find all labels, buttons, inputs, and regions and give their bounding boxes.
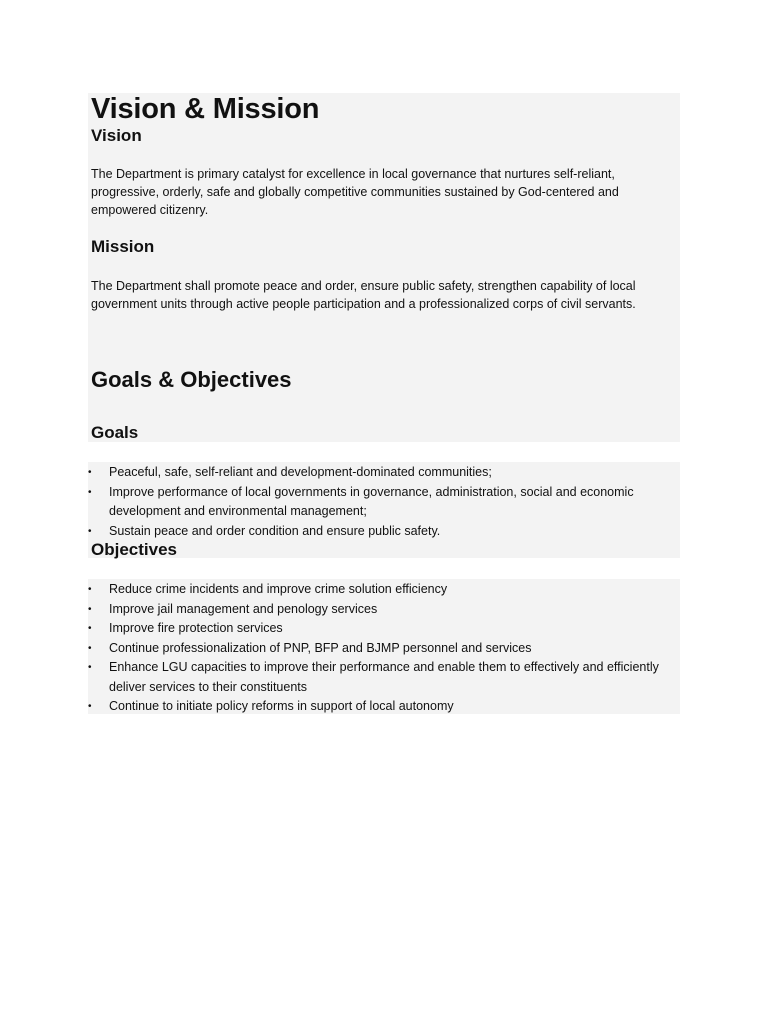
objectives-list <box>88 580 678 717</box>
bullet-icon: • <box>88 486 92 498</box>
list-item: • Peaceful, safe, self-reliant and development-dominated communities; <box>88 463 678 483</box>
bullet-icon: • <box>88 701 92 712</box>
list-item: • Continue professionalization of PNP, BFP and BJMP personnel and services <box>88 639 678 659</box>
bullet-icon: • <box>88 603 92 615</box>
vision-heading: Vision <box>91 126 142 145</box>
list-item: • Improve performance of local governments in governance, administration, social and economic development and environmental management; <box>88 484 634 518</box>
vision-text: The Department is primary catalyst for excellence in local governance that nurtures self-reliant, progressive, orderly, safe and globally competitive communities sustained by God-centered and empowered citizenry. <box>91 167 619 217</box>
list-item: • Improve jail management and penology services <box>88 600 678 620</box>
page-title: Vision & Mission <box>91 93 320 125</box>
mission-heading: Mission <box>91 237 155 256</box>
list-item: • Reduce crime incidents and improve crime solution efficiency <box>88 580 678 600</box>
bullet-icon: • <box>88 525 92 537</box>
list-item: • Enhance LGU capacities to improve their performance and enable them to effectively and efficiently deliver services to their constituents <box>88 660 659 694</box>
bullet-icon: • <box>88 662 92 673</box>
bullet-icon: • <box>88 623 92 634</box>
objectives-heading: Objectives <box>91 540 177 559</box>
list-item: • Improve fire protection services <box>88 619 678 639</box>
goals-list <box>88 463 678 541</box>
bullet-icon: • <box>88 584 92 595</box>
mission-text: The Department shall promote peace and order, ensure public safety, strengthen capability of local government units through active people participation and a professionalized corps of civil servants. <box>91 279 636 311</box>
goals-heading: Goals <box>91 423 139 442</box>
goals-objectives-title: Goals & Objectives <box>91 367 292 392</box>
bullet-icon: • <box>88 642 92 654</box>
list-item: • Sustain peace and order condition and ensure public safety. <box>88 522 678 542</box>
bullet-icon: • <box>88 467 92 478</box>
list-item: • Continue to initiate policy reforms in support of local autonomy <box>88 697 678 717</box>
